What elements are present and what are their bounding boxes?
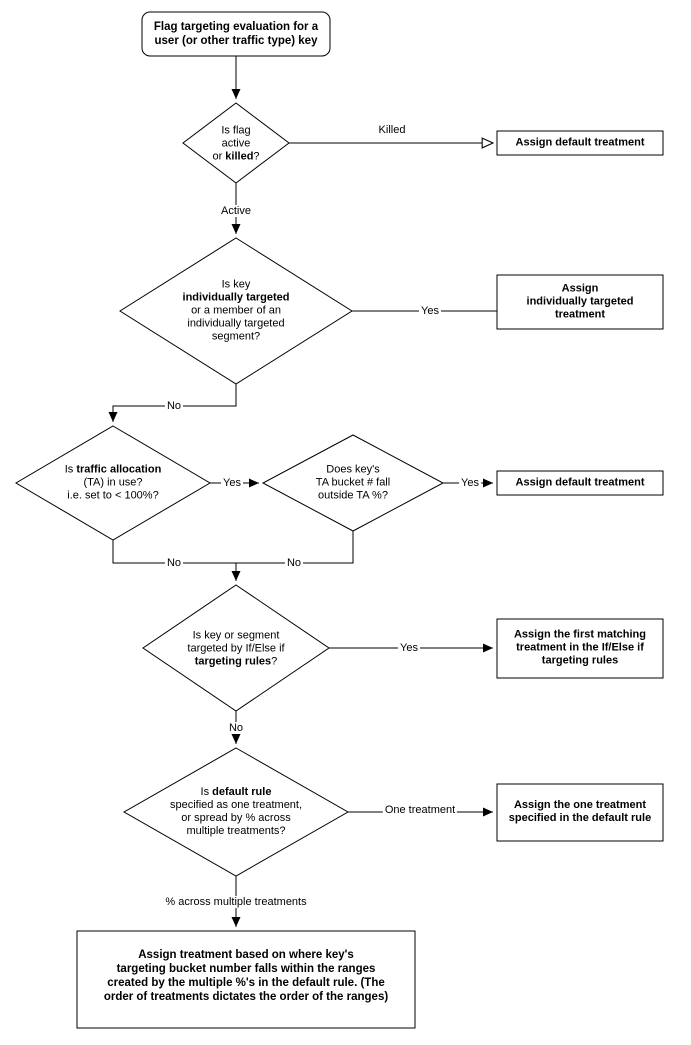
- edge-label-targeting-rules-yes: Yes: [400, 642, 418, 654]
- decision-flag-active-label: Is flag active or killed?: [212, 124, 260, 163]
- decision-default-rule-label: Is default rule specified as one treatment, or spread by % across multiple treatments?: [169, 786, 303, 837]
- assign-first-matching-label: Assign the first matching treatment in the If/Else if targeting rules: [513, 628, 647, 667]
- start-label: Flag targeting evaluation for a user (or other traffic type) key: [153, 21, 319, 47]
- edge-label-ta-bucket-yes: Yes: [461, 477, 479, 489]
- edge-label-traffic-allocation-no: No: [166, 557, 182, 569]
- assign-by-ranges-label: Assign treatment based on where key's targeting bucket number falls within the ranges created by the multiple %'s in the default rule. (The order of treatments dictates the order of the ranges): [103, 949, 389, 1003]
- decision-targeting-rules-label: Is key or segment targeted by If/Else if targeting rules?: [187, 629, 285, 668]
- edge-label-ta-bucket-no: No: [286, 557, 302, 569]
- edge-label-targeting-rules-no: No: [228, 722, 244, 734]
- edge-label-killed: Killed: [378, 124, 406, 136]
- decision-traffic-allocation-label: Is traffic allocation (TA) in use? i.e. set to < 100%?: [64, 463, 162, 502]
- edge-label-individually-targeted-no: No: [166, 400, 182, 412]
- edge-label-individually-targeted-yes: Yes: [421, 305, 439, 317]
- assign-default-2-label: Assign default treatment: [515, 476, 645, 489]
- assign-one-treatment-label: Assign the one treatment specified in the default rule: [508, 799, 652, 824]
- decision-ta-bucket-label: Does key's TA bucket # fall outside TA %?: [315, 463, 391, 502]
- edge-label-one-treatment: One treatment: [384, 804, 456, 816]
- decision-individually-targeted-label: Is key individually targeted or a member of an individually targeted segment?: [182, 278, 290, 343]
- assign-individual-label: Assign individually targeted treatment: [526, 282, 634, 321]
- edge-label-active: Active: [221, 205, 251, 217]
- assign-default-1-label: Assign default treatment: [515, 136, 645, 149]
- edge-label-pct-across: % across multiple treatments: [165, 896, 307, 908]
- edge-label-traffic-allocation-yes: Yes: [223, 477, 241, 489]
